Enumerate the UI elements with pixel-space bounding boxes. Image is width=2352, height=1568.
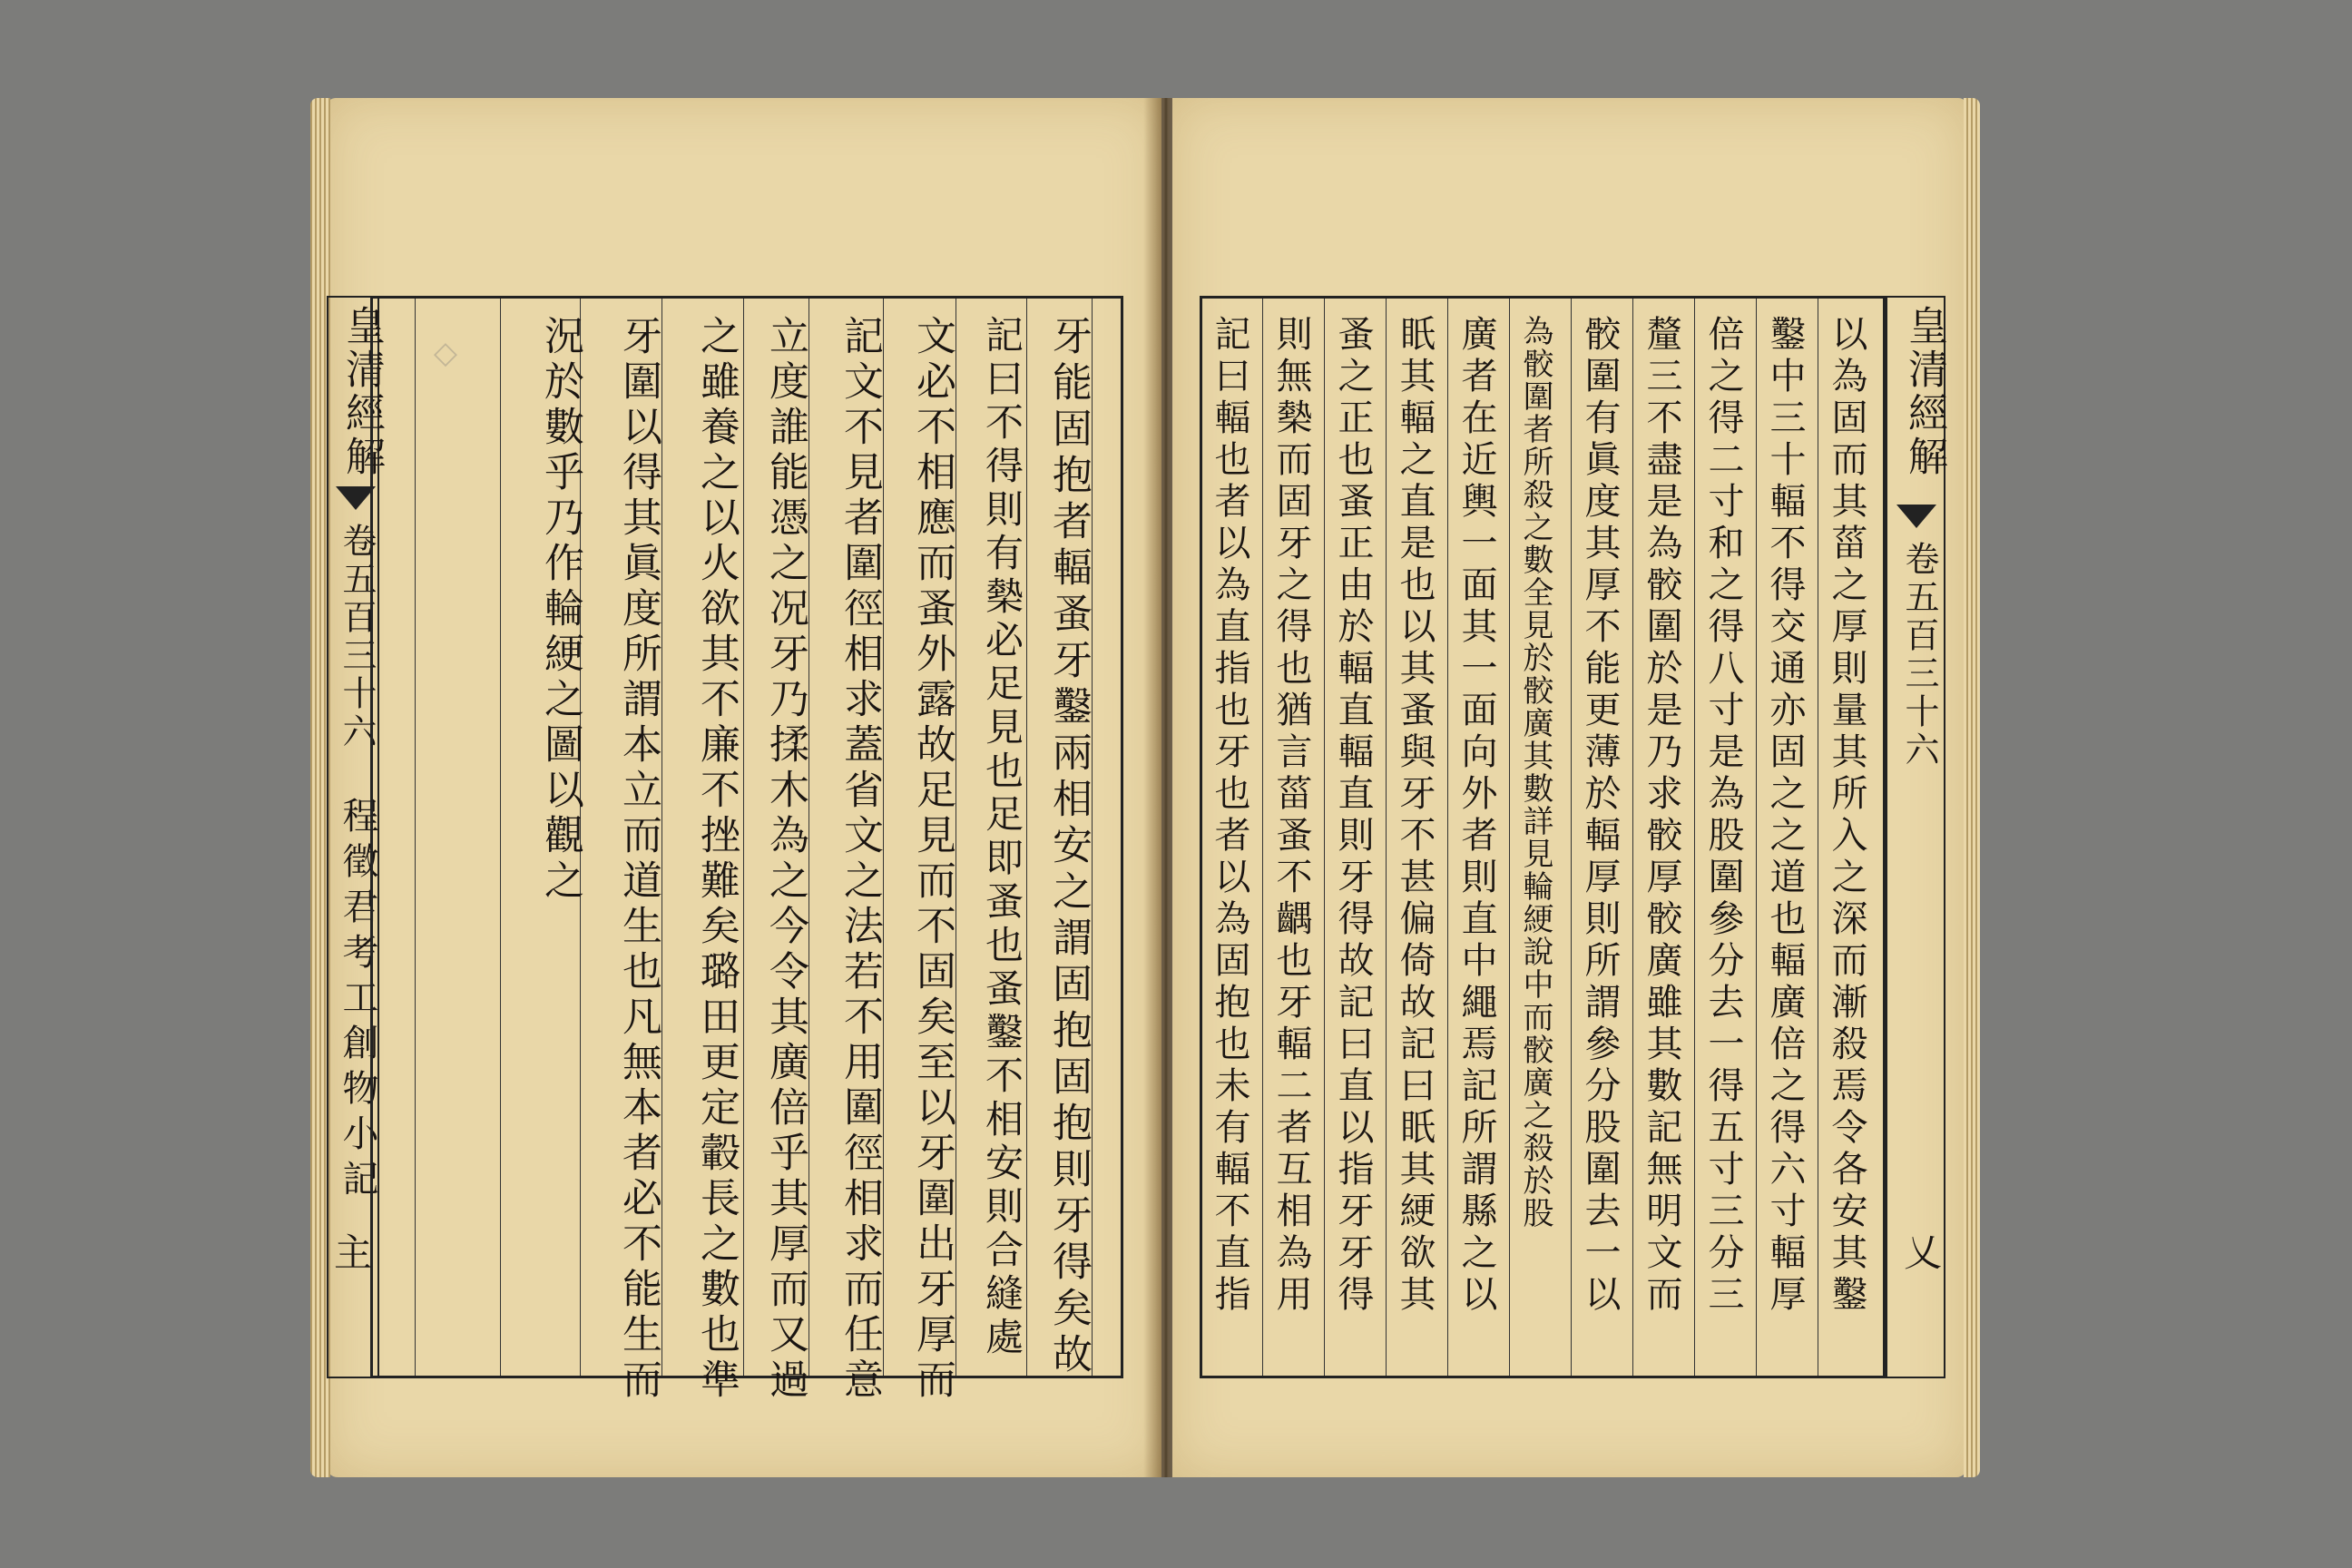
col-rule	[1092, 299, 1093, 1376]
col-rule	[1026, 299, 1027, 1376]
bleed-through-image: ◇	[427, 335, 464, 384]
col-rule	[1386, 299, 1387, 1376]
text-column: 鑿中三十輻不得交通亦固之之道也輻廣倍之得六寸輻厚	[1764, 315, 1806, 1317]
text-column: 記曰輻也者以為直指也牙也者以為固抱也未有輻不直指	[1209, 315, 1250, 1317]
text-column: 況於數乎乃作輪綆之圖以觀之	[537, 315, 583, 905]
right-text-frame	[1200, 296, 1886, 1378]
text-column: 則無槷而固牙之得也猶言菑蚤不齵也牙輻二者互相為用	[1270, 315, 1312, 1317]
col-rule	[1694, 299, 1695, 1376]
col-rule	[415, 299, 416, 1376]
text-column: 立度誰能憑之况牙乃揉木為之今令其廣倍乎其厚而又過	[762, 315, 808, 1404]
text-column: 蚤之正也蚤正由於輻直輻直則牙得故記曰直以指牙牙得	[1332, 315, 1374, 1317]
text-column: 牙能固抱者輻蚤牙鑿兩相安之謂固抱固抱則牙得矣故	[1045, 315, 1092, 1379]
col-rule	[500, 299, 501, 1376]
text-column: 記文不見者圍徑相求蓋省文之法若不用圍徑相求而任意	[837, 315, 883, 1404]
left-header-title: 皇清經解	[338, 305, 385, 479]
left-volume-line: 卷五百三十六	[337, 523, 377, 751]
right-page	[1172, 98, 1967, 1477]
text-column: 之雖養之以火欲其不廉不挫難矣璐田更定轂長之數也準	[693, 315, 740, 1404]
col-rule	[1571, 299, 1572, 1376]
col-rule	[1447, 299, 1448, 1376]
col-rule	[1262, 299, 1263, 1376]
right-header-title: 皇清經解	[1901, 305, 1947, 479]
right-volume-line: 卷五百三十六	[1899, 541, 1939, 769]
left-page-number: 主	[334, 1230, 373, 1275]
right-fishtail	[1896, 505, 1936, 528]
right-page-number: 乂	[1904, 1230, 1943, 1275]
col-rule	[1509, 299, 1510, 1376]
text-column: 文必不相應而蚤外露故足見而不固矣至以牙圍出牙厚而	[909, 315, 956, 1404]
col-rule	[1756, 299, 1757, 1376]
text-column: 牙圍以得其眞度所謂本立而道生也凡無本者必不能生而	[615, 315, 662, 1404]
text-column: 眂其輻之直是也以其蚤與牙不甚偏倚故記曰眂其綆欲其	[1394, 315, 1436, 1317]
text-column: 以為固而其菑之厚則量其所入之深而漸殺焉令各安其鑿	[1826, 315, 1867, 1317]
open-book	[327, 98, 1967, 1477]
text-column: 廣者在近輿一面其一面向外者則直中繩焉記所謂縣之以	[1455, 315, 1497, 1317]
left-page	[327, 98, 1161, 1477]
col-rule	[1324, 299, 1325, 1376]
text-column: 釐三不盡是為骹圍於是乃求骹厚骹廣雖其數記無明文而	[1641, 315, 1682, 1317]
text-column: 記曰不得則有槷必足見也足即蚤也蚤鑿不相安則合縫處	[980, 315, 1024, 1360]
left-author-line: 程徵君考工創物小記	[337, 797, 378, 1205]
col-rule	[808, 299, 809, 1376]
col-rule	[883, 299, 884, 1376]
text-column: 倍之得二寸和之得八寸是為股圍參分去一得五寸三分三	[1702, 315, 1744, 1317]
text-column: 為骹圍者所殺之數全見於骹廣其數詳見輪綆說中而骹廣之殺於股	[1517, 315, 1553, 1230]
left-text-frame	[370, 296, 1123, 1404]
text-column: 骹圍有眞度其厚不能更薄於輻厚則所謂參分股圍去一以	[1579, 315, 1621, 1317]
col-rule	[743, 299, 744, 1376]
col-rule	[1632, 299, 1633, 1376]
right-page-edge	[1964, 98, 1980, 1477]
